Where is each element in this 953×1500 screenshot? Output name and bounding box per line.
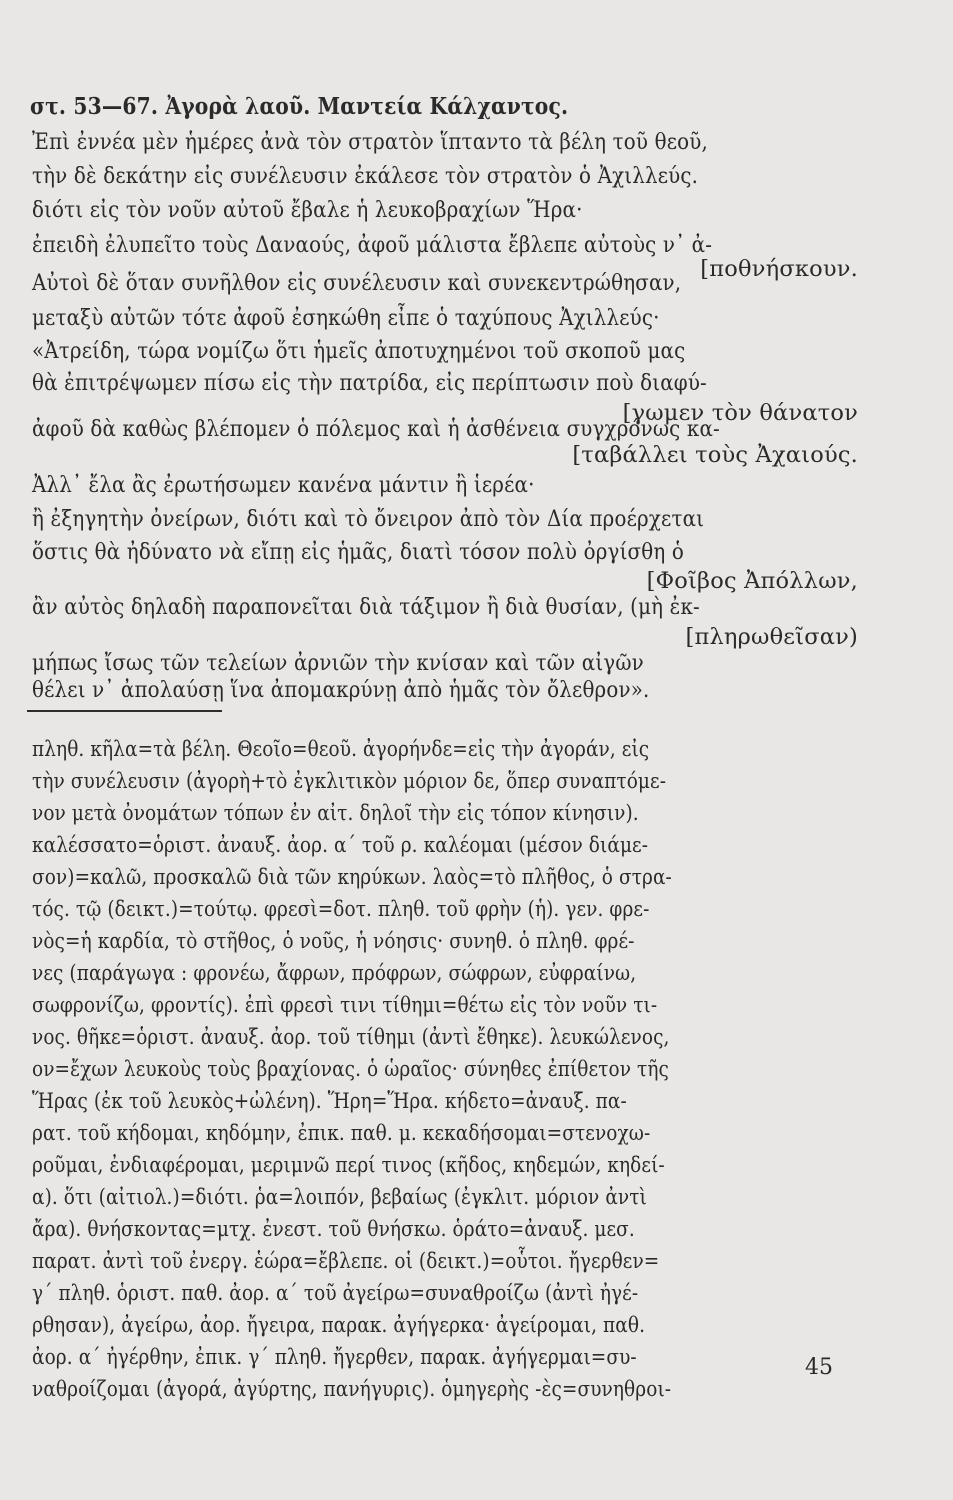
poem-line: τὴν δὲ δεκάτην εἰς συνέλευσιν ἐκάλεσε τὸν στρατὸν ὁ Ἀχιλλεύς.: [32, 163, 699, 189]
poem-line: διότι εἰς τὸν νοῦν αὐτοῦ ἔβαλε ἡ λευκοβραχίων Ἥρα·: [32, 197, 583, 223]
note-line: σωφρονίζω, φροντίς). ἐπὶ φρεσὶ τινι τίθημι=θέτω εἰς τὸν νοῦν τι-: [32, 993, 658, 1017]
section-heading: στ. 53—67. Ἀγορὰ λαοῦ. Μαντεία Κάλχαντος.: [30, 93, 569, 120]
note-line: σον)=καλῶ, προσκαλῶ διὰ τῶν κηρύκων. λαὸς=τὸ πλῆθος, ὁ στρα-: [32, 865, 672, 889]
note-line: παρατ. ἀντὶ τοῦ ἐνεργ. ἑώρα=ἔβλεπε. οἱ (δεικτ.)=οὗτοι. ἤγερθεν=: [32, 1249, 660, 1273]
poem-line-continuation: [πληρωθεῖσαν): [685, 624, 858, 650]
note-line: νος. θῆκε=ὁριστ. ἀναυξ. ἀορ. τοῦ τίθημι (ἀντὶ ἔθηκε). λευκώλενος,: [32, 1025, 670, 1049]
note-line: πληθ. κῆλα=τὰ βέλη. Θεοῖο=θεοῦ. ἀγορήνδε=εἰς τὴν ἀγοράν, εἰς: [32, 737, 650, 761]
note-line: νον μετὰ ὀνομάτων τόπων ἐν αἰτ. δηλοῖ τὴν εἰς τόπον κίνησιν).: [32, 801, 639, 825]
note-line: τός. τῷ (δεικτ.)=τούτῳ. φρεσὶ=δοτ. πληθ. τοῦ φρὴν (ἡ). γεν. φρε-: [32, 897, 650, 921]
note-line: ἄρα). θνήσκοντας=μτχ. ἐνεστ. τοῦ θνήσκω. ὁράτο=ἀναυξ. μεσ.: [32, 1217, 635, 1241]
footnote-divider: [27, 710, 222, 712]
poem-line: ἢ ἐξηγητὴν ὀνείρων, διότι καὶ τὸ ὄνειρον ἀπὸ τὸν Δία προέρχεται: [32, 506, 705, 532]
poem-line: ἐπειδὴ ἐλυπεῖτο τοὺς Δαναούς, ἀφοῦ μάλιστα ἔβλεπε αὐτοὺς ν᾽ ἀ-: [32, 232, 713, 258]
note-line: τὴν συνέλευσιν (ἀγορὴ+τὸ ἐγκλιτικὸν μόριον δε, ὅπερ συναπτόμε-: [32, 769, 667, 793]
page-number: 45: [805, 1355, 833, 1380]
poem-line-continuation: [ταβάλλει τοὺς Ἀχαιούς.: [572, 442, 858, 468]
poem-line: μεταξὺ αὐτῶν τότε ἀφοῦ ἐσηκώθη εἶπε ὁ ταχύπους Ἀχιλλεύς·: [32, 305, 660, 331]
poem-line: «Ἀτρείδη, τώρα νομίζω ὅτι ἡμεῖς ἀποτυχημένοι τοῦ σκοποῦ μας: [32, 338, 686, 364]
poem-line: ὅστις θὰ ἠδύνατο νὰ εἴπῃ εἰς ἡμᾶς, διατὶ τόσον πολὺ ὀργίσθη ὁ: [32, 539, 684, 565]
note-line: ἀορ. α΄ ἠγέρθην, ἐπικ. γ΄ πληθ. ἤγερθεν, παρακ. ἀγήγερμαι=συ-: [32, 1345, 637, 1369]
note-line: καλέσσατο=ὁριστ. ἀναυξ. ἀορ. α΄ τοῦ ρ. καλέομαι (μέσον διάμε-: [32, 833, 649, 857]
note-line: ροῦμαι, ἐνδιαφέρομαι, μεριμνῶ περί τινος (κῆδος, κηδεμών, κηδεί-: [32, 1153, 665, 1177]
note-line: ρατ. τοῦ κήδομαι, κηδόμην, ἐπικ. παθ. μ. κεκαδήσομαι=στενοχω-: [32, 1121, 651, 1145]
poem-line: θέλει ν᾽ ἀπολαύσῃ ἵνα ἀπομακρύνῃ ἀπὸ ἡμᾶς τὸν ὄλεθρον».: [32, 677, 650, 703]
poem-line: ἀφοῦ δὰ καθὼς βλέπομεν ὁ πόλεμος καὶ ἡ ἀσθένεια συγχρόνως κα-: [32, 416, 720, 442]
note-line: γ΄ πληθ. ὁριστ. παθ. ἀορ. α΄ τοῦ ἀγείρω=συναθροίζω (ἀντὶ ἠγέ-: [32, 1281, 639, 1305]
note-line: Ἥρας (ἐκ τοῦ λευκὸς+ὠλένη). Ἥρη=Ἥρα. κήδετο=ἀναυξ. πα-: [32, 1089, 627, 1113]
note-line: ναθροίζομαι (ἀγορά, ἀγύρτης, πανήγυρις). ὁμηγερὴς -ὲς=συνηθροι-: [32, 1377, 672, 1401]
note-line: ρθησαν), ἀγείρω, ἀορ. ἤγειρα, παρακ. ἀγήγερκα· ἀγείρομαι, παθ.: [32, 1313, 646, 1337]
note-line: νες (παράγωγα : φρονέω, ἄφρων, πρόφρων, σώφρων, εὐφραίνω,: [32, 961, 637, 985]
note-line: νὸς=ἡ καρδία, τὸ στῆθος, ὁ νοῦς, ἡ νόησις· συνηθ. ὁ πληθ. φρέ-: [32, 929, 635, 953]
note-line: α). ὅτι (αἰτιολ.)=διότι. ῥα=λοιπόν, βεβαίως (ἐγκλιτ. μόριον ἀντὶ: [32, 1185, 647, 1209]
note-line: ον=ἔχων λευκοὺς τοὺς βραχίονας. ὁ ὡραῖος· σύνηθες ἐπίθετον τῆς: [32, 1057, 669, 1081]
poem-line-continuation: [Φοῖβος Ἀπόλλων,: [646, 568, 858, 594]
poem-line: μήπως ἴσως τῶν τελείων ἀρνιῶν τὴν κνίσαν καὶ τῶν αἰγῶν: [32, 650, 644, 676]
poem-line: Ἀλλ᾽ ἔλα ἂς ἐρωτήσωμεν κανένα μάντιν ἢ ἱερέα·: [32, 472, 535, 498]
poem-line: Ἐπὶ ἐννέα μὲν ἡμέρες ἀνὰ τὸν στρατὸν ἵπταντο τὰ βέλη τοῦ θεοῦ,: [32, 129, 708, 155]
poem-line-continuation: [ποθνήσκουν.: [700, 256, 858, 282]
poem-line: ἂν αὐτὸς δηλαδὴ παραπονεῖται διὰ τάξιμον ἢ διὰ θυσίαν, (μὴ ἐκ-: [32, 594, 700, 620]
poem-line-continuation: [γωμεν τὸν θάνατον: [622, 400, 858, 426]
poem-line: Αὐτοὶ δὲ ὅταν συνῆλθον εἰς συνέλευσιν καὶ συνεκεντρώθησαν,: [32, 270, 682, 296]
poem-line: θὰ ἐπιτρέψωμεν πίσω εἰς τὴν πατρίδα, εἰς περίπτωσιν ποὺ διαφύ-: [32, 370, 707, 396]
